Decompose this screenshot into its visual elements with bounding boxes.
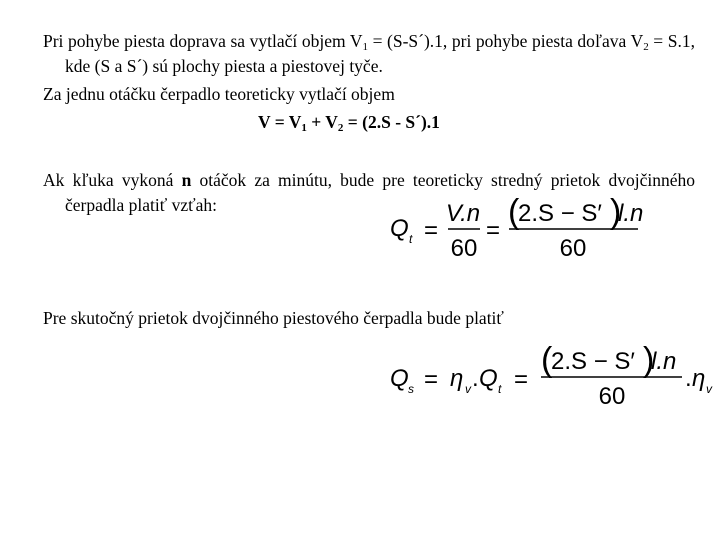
fraction2-numerator-tail: l.n: [618, 200, 644, 227]
left-paren: (: [508, 193, 520, 231]
fraction-denominator: 60: [598, 383, 626, 410]
formula-actual-flow: [386, 340, 720, 412]
right-paren: ): [643, 341, 655, 379]
efficiency-symbol: η: [692, 365, 706, 392]
fraction1-denominator: 60: [450, 235, 478, 262]
efficiency-subscript: v: [706, 382, 712, 396]
formula-theoretical-flow: [386, 194, 646, 264]
actual-flow-subscript: s: [408, 382, 414, 396]
paragraph-one-revolution: Za jednu otáčku čerpadlo teoreticky vytlačí objem: [43, 84, 395, 104]
fraction-numerator-tail: l.n: [651, 348, 677, 375]
left-paren: (: [541, 341, 553, 379]
flow-subscript: t: [409, 232, 413, 246]
efficiency-symbol: η: [450, 365, 464, 392]
equals-sign: =: [514, 366, 529, 393]
paragraph-actual-flow: Pre skutočný prietok dvojčinného piestového čerpadla bude platiť: [43, 308, 504, 328]
fraction-numerator: 2.S − S′: [551, 348, 635, 375]
flow-symbol: Q: [390, 215, 409, 242]
efficiency-subscript: v: [465, 382, 471, 396]
theoretical-flow-symbol: Q: [479, 365, 498, 392]
multiply-dot: .: [685, 365, 692, 392]
volume-equation: $V = V_1 + V_2 = (2.S$ - S´).1: [258, 112, 440, 134]
fraction2-numerator: 2.S − S′: [518, 200, 602, 227]
equals-sign: =: [424, 366, 439, 393]
fraction1-numerator: V.n: [445, 200, 481, 227]
theoretical-flow-subscript: t: [498, 382, 502, 396]
actual-flow-symbol: Q: [390, 365, 409, 392]
equals-sign: =: [486, 217, 501, 244]
fraction2-denominator: 60: [559, 235, 587, 262]
multiply-dot: .: [472, 365, 479, 392]
paragraph-theoretical-flow: Ak kľuka vykoná n otáčok za minútu, bude pre teoreticky stredný prietok dvojčinného čerpadla platiť vzťah:: [43, 170, 695, 215]
paragraph-piston-volumes: Pri pohybe piesta doprava sa vytlačí objem $V_1$ = (S-S´).1, pri pohybe piesta doľava $V_2 = S.1$, kde (S a S´) sú plochy piesta a piestovej tyče.: [43, 31, 695, 76]
equals-sign: =: [424, 217, 439, 244]
right-paren: ): [610, 193, 622, 231]
